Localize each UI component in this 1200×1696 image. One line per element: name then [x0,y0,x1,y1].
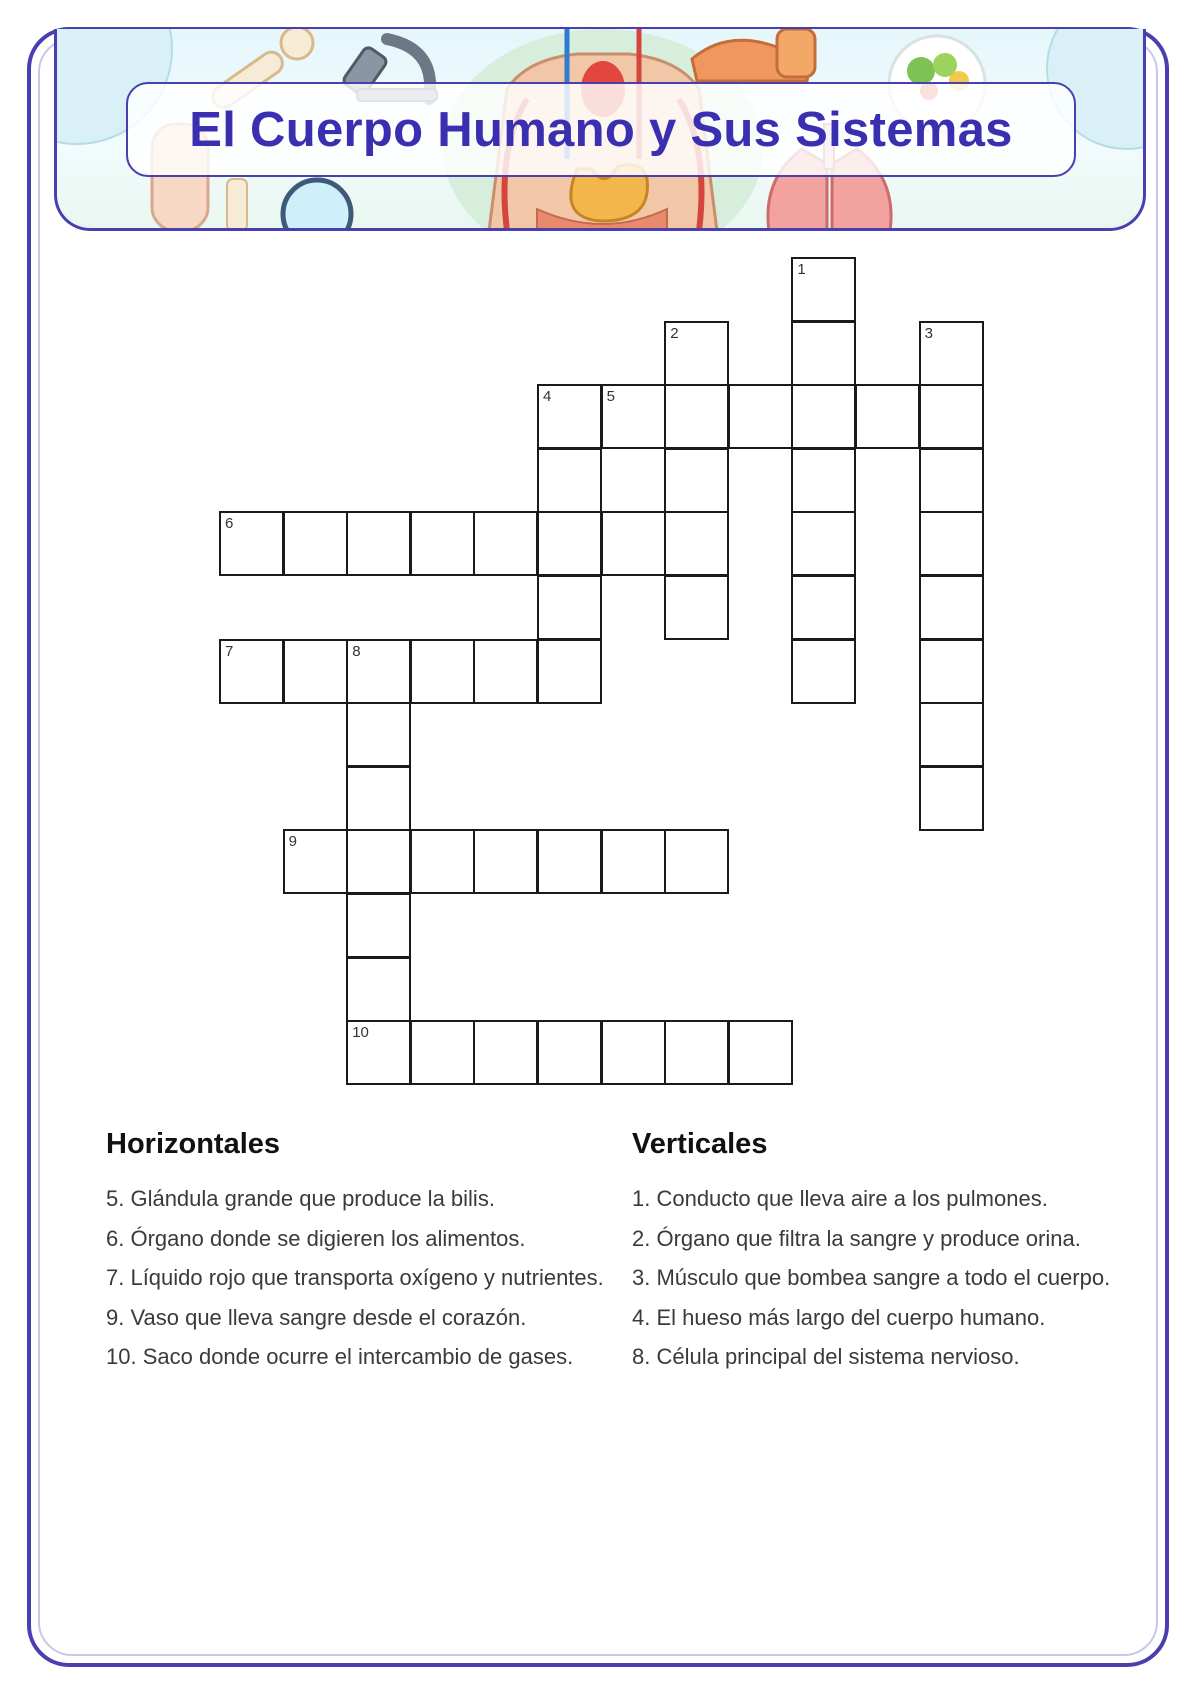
crossword-cell[interactable] [919,702,984,767]
crossword-cell[interactable] [664,321,729,386]
across-heading: Horizontales [106,1128,281,1160]
crossword-cell[interactable] [537,511,602,576]
crossword-cell[interactable] [919,448,984,513]
crossword-cell[interactable] [791,257,856,322]
clue-across-5: 5. Glándula grande que produce la bilis. [106,1186,495,1211]
crossword-cell[interactable] [283,829,348,894]
crossword-cell[interactable] [919,511,984,576]
clue-down-2: 2. Órgano que filtra la sangre y produce orina. [632,1225,1081,1251]
muscle-arm-icon [692,29,815,81]
crossword-cell[interactable] [346,893,411,958]
crossword-cell[interactable] [601,829,666,894]
crossword-cell[interactable] [791,575,856,640]
crossword-cell[interactable] [410,829,475,894]
clue-number: 6 [225,515,234,533]
crossword-cell[interactable] [283,511,348,576]
clue-down-3: 3. Músculo que bombea sangre a todo el cuerpo. [632,1265,1111,1290]
down-heading: Verticales [632,1128,768,1160]
crossword-cell[interactable] [601,1020,666,1085]
clue-number: 9 [288,833,297,851]
clue-across-6: 6. Órgano donde se digieren los alimentos. [106,1225,526,1251]
clue-across-7: 7. Líquido rojo que transporta oxígeno y nutrientes. [106,1265,604,1290]
clue-down-8: 8. Célula principal del sistema nervioso. [632,1344,1020,1369]
crossword-cell[interactable] [537,829,602,894]
crossword-cell[interactable] [410,1020,475,1085]
crossword-cell[interactable] [537,575,602,640]
crossword-cell[interactable] [664,384,729,449]
crossword-cell[interactable] [791,639,856,704]
clue-number: 3 [924,324,933,342]
crossword-cell[interactable] [473,511,538,576]
crossword-cell[interactable] [791,321,856,386]
crossword-cell[interactable] [346,639,411,704]
crossword-cell[interactable] [919,321,984,386]
clue-number: 10 [352,1024,369,1042]
clue-number: 7 [225,642,234,660]
crossword-cell[interactable] [919,766,984,831]
crossword-cell[interactable] [601,384,666,449]
crossword-cell[interactable] [473,829,538,894]
crossword-cell[interactable] [664,511,729,576]
clue-number: 1 [797,261,806,278]
crossword-cell[interactable] [346,511,411,576]
crossword-cell[interactable] [283,639,348,704]
crossword-cell[interactable] [664,448,729,513]
crossword-cell[interactable] [728,1020,793,1085]
crossword-cell[interactable] [728,384,793,449]
crossword-cell[interactable] [537,639,602,704]
crossword-cell[interactable] [791,448,856,513]
title-box [126,82,1076,177]
crossword-cell[interactable] [537,1020,602,1085]
down-clues [632,1128,1172,1377]
crossword-cell[interactable] [919,384,984,449]
crossword-cell[interactable] [346,1020,411,1085]
crossword-cell[interactable] [664,575,729,640]
crossword-cell[interactable] [346,829,411,894]
crossword-cell[interactable] [855,384,920,449]
clue-number: 8 [352,642,361,660]
clue-down-1: 1. Conducto que lleva aire a los pulmones. [632,1186,1048,1211]
crossword-cell[interactable] [346,766,411,831]
clue-number: 5 [606,388,615,406]
crossword-cell[interactable] [410,511,475,576]
crossword-cell[interactable] [791,511,856,576]
crossword-cell[interactable] [537,384,602,449]
crossword-cell[interactable] [410,639,475,704]
magnifier-icon [283,180,351,231]
crossword-cell[interactable] [346,702,411,767]
across-clues [106,1128,646,1377]
crossword-cell[interactable] [219,639,284,704]
crossword-cell[interactable] [791,384,856,449]
crossword-cell[interactable] [219,511,284,576]
crossword-cell[interactable] [664,829,729,894]
clue-across-10: 10. Saco donde ocurre el intercambio de gases. [106,1344,574,1369]
clue-number: 2 [670,324,679,342]
crossword-cell[interactable] [473,639,538,704]
clue-down-4: 4. El hueso más largo del cuerpo humano. [632,1304,1046,1330]
crossword-cell[interactable] [919,639,984,704]
clue-number: 4 [543,388,552,406]
crossword-cell[interactable] [919,575,984,640]
clue-across-9: 9. Vaso que lleva sangre desde el corazón. [106,1304,527,1330]
crossword-cell[interactable] [601,511,666,576]
crossword-cell[interactable] [537,448,602,513]
crossword-cell[interactable] [473,1020,538,1085]
crossword-cell[interactable] [346,957,411,1022]
crossword-cell[interactable] [664,1020,729,1085]
page-title: El Cuerpo Humano y Sus Sistemas [189,102,1013,157]
